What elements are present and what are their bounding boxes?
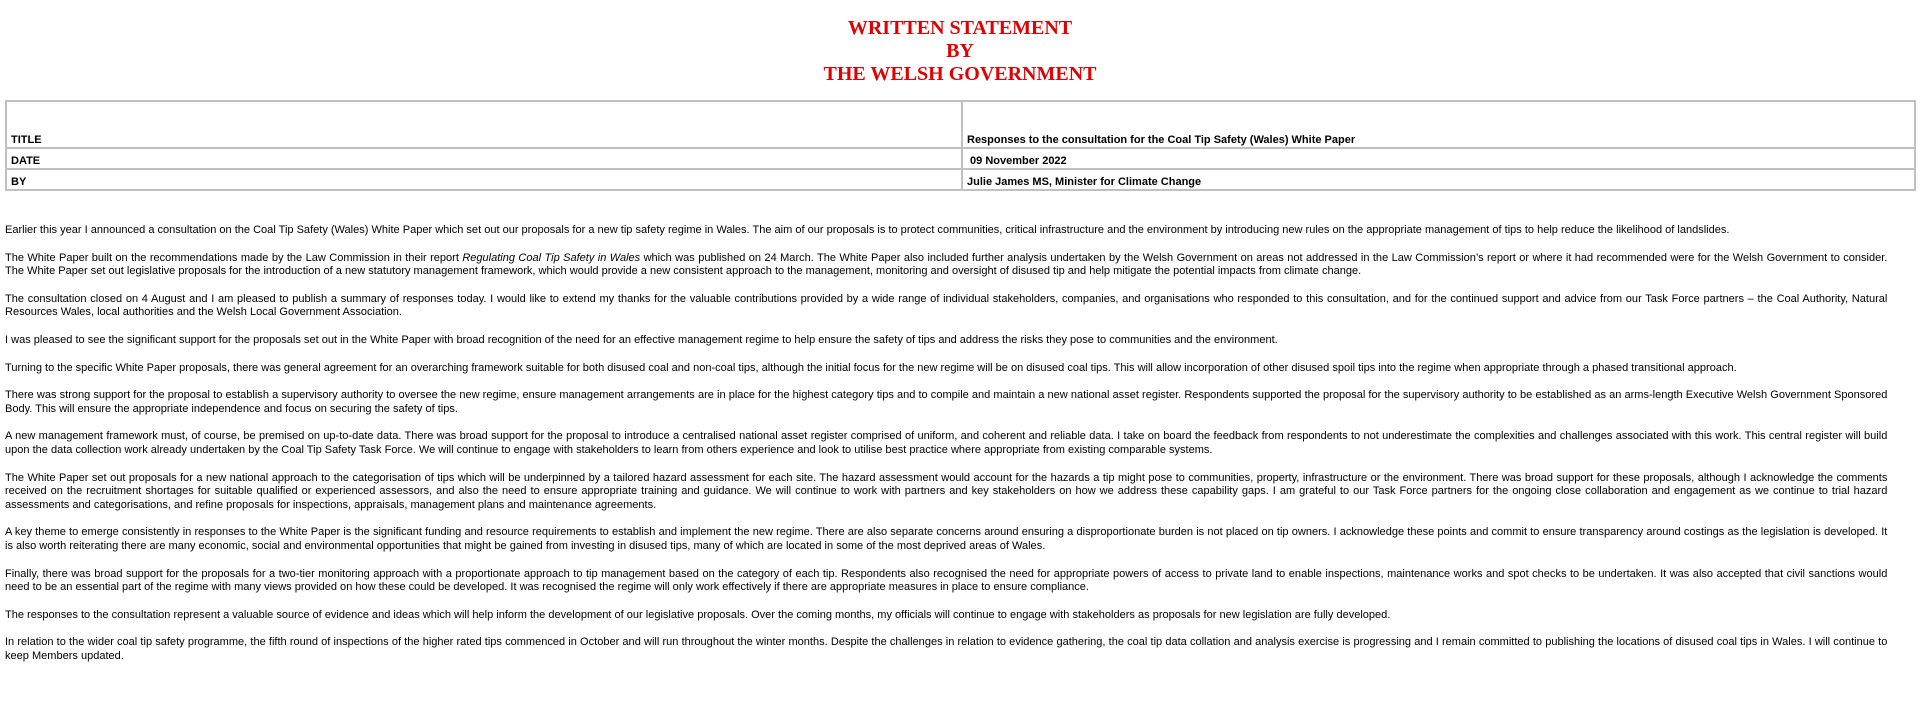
paragraph: There was strong support for the proposal to establish a supervisory authority to oversee the new regime, ensure management arrangements are in place for the highest category tips and to compile and maintain a new national asset register. Respondents supported the proposal for the supervisory authority to be established as an arms-length Executive Welsh Government Sponsored Body. This will ensure the appropriate independence and focus on securing the safety of tips. — [5, 389, 1888, 415]
paragraph — [5, 252, 1887, 279]
header-line-written-statement: WRITTEN STATEMENT — [847, 17, 1073, 39]
meta-row-by — [6, 169, 1915, 190]
statement-header — [0, 17, 1920, 86]
meta-row-title — [6, 101, 1915, 148]
paragraph-text: The White Paper built on the recommendations made by the Law Commission in their report — [5, 251, 463, 264]
paragraph: I was pleased to see the significant support for the proposals set out in the White Paper with broad recognition of the need for an effective management regime to help ensure the safety of tips and address the risks they pose to communities and the environment. — [5, 333, 1278, 346]
paragraph: In relation to the wider coal tip safety programme, the fifth round of inspections of the higher rated tips commenced in October and will run throughout the winter months. Despite the challenges in relation to evidence gathering, the coal tip data collation and analysis exercise is progressing and I remain committed to publishing the locations of disused coal tips in Wales. I will continue to keep Members updated. — [5, 636, 1888, 662]
paragraph: The consultation closed on 4 August and I am pleased to publish a summary of responses today. I would like to extend my thanks for the valuable contributions provided by a wide range of individual stakeholders, companies, and organisations who responded to this consultation, and for the continued support and advice from our Task Force partners – the Coal Authority, Natural Resources Wales, local authorities and the Welsh Local Government Association. — [5, 292, 1888, 319]
meta-label-date: DATE — [6, 148, 962, 169]
meta-value-by: Julie James MS, Minister for Climate Change — [962, 169, 1915, 190]
report-title-italic: Regulating Coal Tip Safety in Wales — [462, 251, 641, 264]
header-line-by: BY — [946, 40, 974, 62]
meta-value-date: 09 November 2022 — [962, 148, 1915, 169]
paragraph: A key theme to emerge consistently in responses to the White Paper is the significant funding and resource requirements to establish and implement the new regime. There are also separate concerns around ensuring a disproportionate burden is not placed on tip owners. I acknowledge these points and commit to ensure transparency around costings as the legislation is developed. It is also worth reiterating there are many economic, social and environmental opportunities that might be gained from investing in disused tips, many of which are located in some of the most deprived areas of Wales. — [5, 526, 1888, 552]
header-line-welsh-government: THE WELSH GOVERNMENT — [823, 63, 1097, 85]
meta-row-date — [6, 148, 1915, 169]
meta-label-title: TITLE — [6, 101, 962, 148]
paragraph: Finally, there was broad support for the proposals for a two-tier monitoring approach with a proportionate approach to tip management based on the category of each tip. Respondents also recognised the need for appropriate powers of access to private land to enable inspections, maintenance works and spot checks to be undertaken. It was also accepted that civil sanctions would need to be an essential part of the regime with many views provided on how these could be developed. It was recognised the regime will only work effectively if there are appropriate measures in place to ensure compliance. — [5, 567, 1888, 594]
meta-label-by: BY — [6, 169, 962, 190]
paragraph: Earlier this year I announced a consultation on the Coal Tip Safety (Wales) White Paper which set out our proposals for a new tip safety regime in Wales. The aim of our proposals is to protect communities, critical infrastructure and the environment by introducing new rules on the appropriate management of tips to help reduce the likelihood of landslides. — [5, 224, 1730, 236]
paragraph: The White Paper set out proposals for a new national approach to the categorisation of tips which will be underpinned by a tailored hazard assessment for each site. The hazard assessment would account for the hazards a tip might pose to communities, property, infrastructure or the environment. There was broad support for these proposals, although I acknowledge the comments received on the recruitment shortages for suitable qualified or experienced assessors, and also the need to ensure appropriate training and guidance. We will continue to work with partners and key stakeholders on how we address these capability gaps. I am grateful to our Task Force partners for the ongoing close collaboration and engagement as we continue to trial hazard assessments and categorisations, and refine proposals for inspections, appraisals, management plans and maintenance agreements. — [5, 471, 1888, 511]
statement-meta-table — [5, 100, 1916, 191]
statement-body — [5, 224, 1916, 663]
paragraph: A new management framework must, of course, be premised on up-to-date data. There was broad support for the proposal to introduce a centralised national asset register comprised of uniform, and coherent and reliable data. I take on board the feedback from respondents to not underestimate the complexities and challenges associated with this work. This central register will build upon the data collection work already undertaken by the Coal Tip Safety Task Force. We will continue to engage with stakeholders to learn from others experience and look to utilise best practice where appropriate from existing comparable systems. — [5, 430, 1888, 456]
meta-value-title: Responses to the consultation for the Coal Tip Safety (Wales) White Paper — [962, 101, 1915, 148]
paragraph-text: which was published on 24 March. The White Paper also included further analysis undertaken by the Welsh Government on areas not addressed in the Law Commission’s report or where it had recommended were for the Welsh Government to consider. The White Paper set out legislative proposals for the introduction of a new statutory management framework, which would provide a new consistent approach to the management, monitoring and oversight of disused tip and help mitigate the potential impacts from climate change. — [5, 251, 1888, 278]
paragraph: The responses to the consultation represent a valuable source of evidence and ideas which will help inform the development of our legislative proposals. Over the coming months, my officials will continue to engage with stakeholders as proposals for new legislation are fully developed. — [5, 608, 1391, 621]
paragraph: Turning to the specific White Paper proposals, there was general agreement for an overarching framework suitable for both disused coal and non-coal tips, although the initial focus for the new regime will be on disused coal tips. This will allow incorporation of other disused spoil tips into the regime when appropriate through a phased transitional approach. — [5, 361, 1737, 374]
